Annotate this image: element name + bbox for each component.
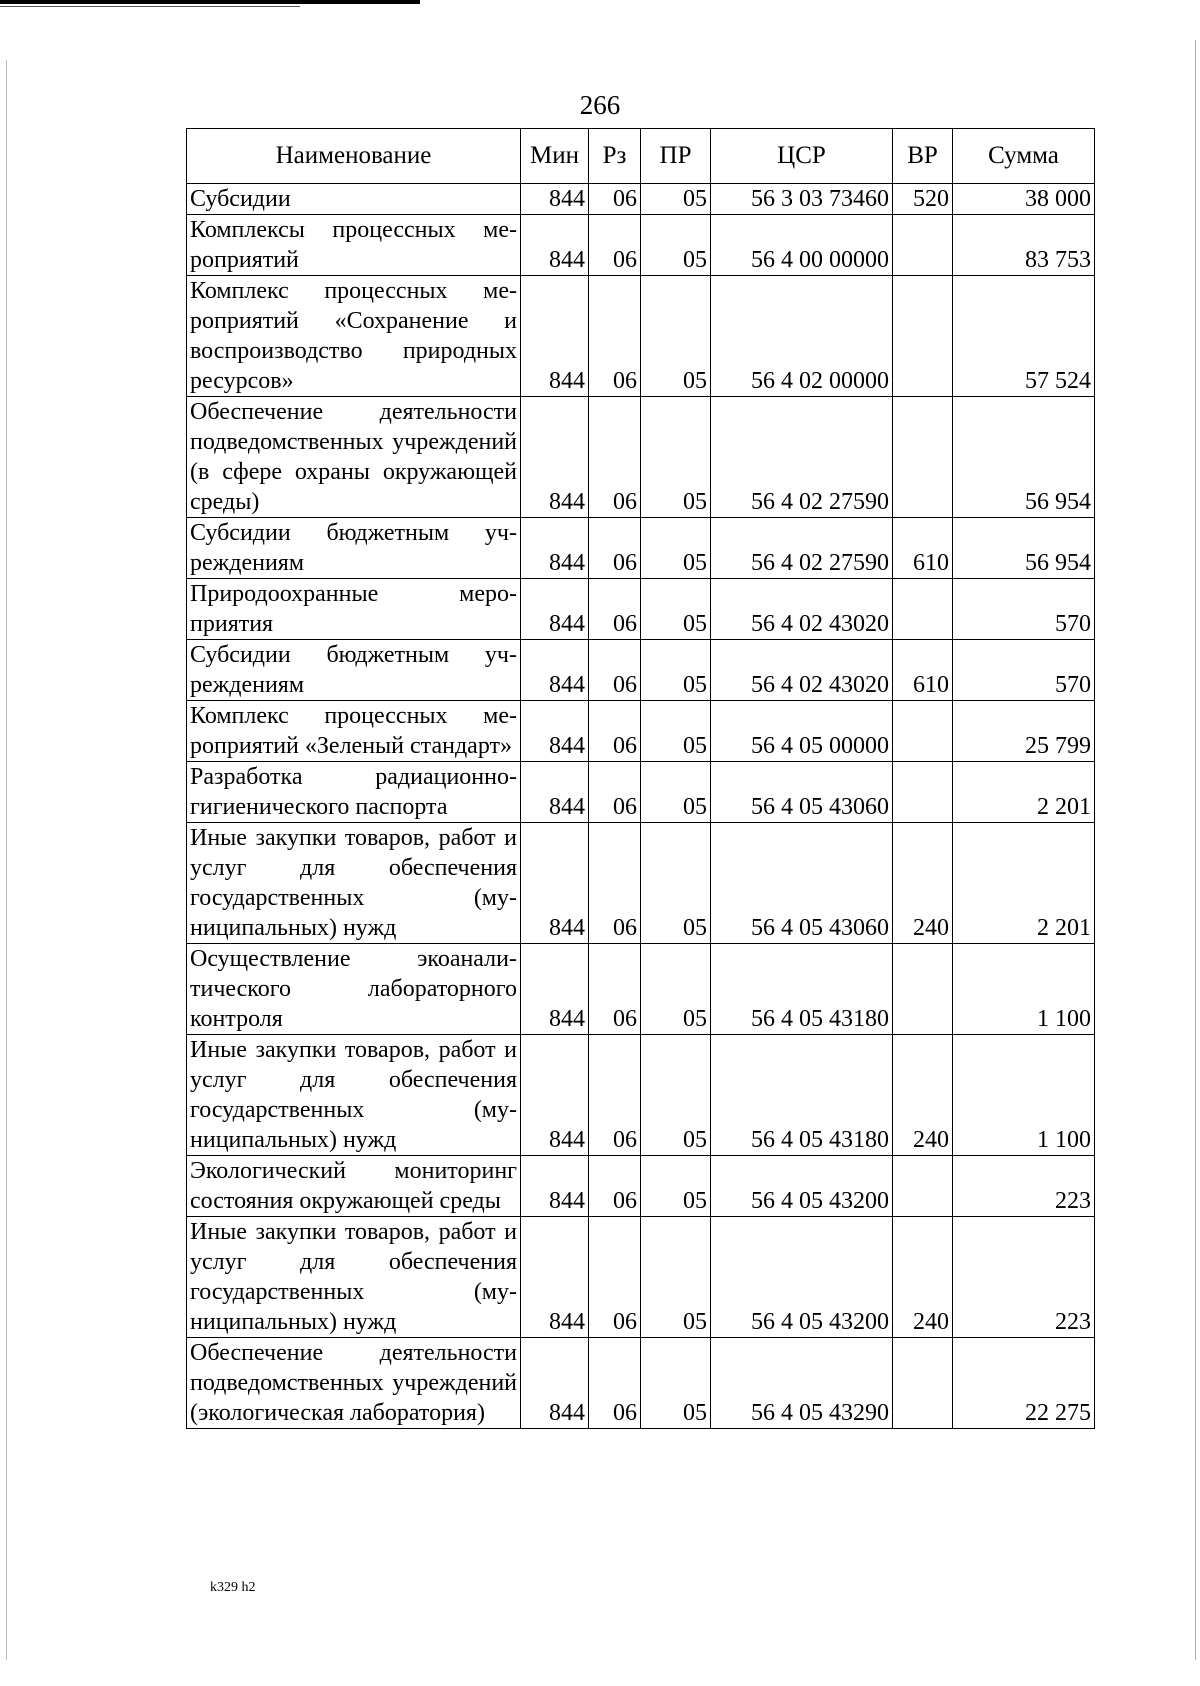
header-csr: ЦСР (711, 129, 893, 184)
cell-sum: 2 201 (953, 823, 1095, 944)
cell-vr (893, 397, 953, 518)
table-row (187, 276, 1095, 397)
header-row (187, 129, 1095, 184)
cell-vr (893, 944, 953, 1035)
cell-sum: 57 524 (953, 276, 1095, 397)
cell-name: Осуществление экоаналитического лабораторного контроля (187, 944, 521, 1035)
table-row (187, 518, 1095, 579)
cell-sum: 56 954 (953, 518, 1095, 579)
cell-vr (893, 1156, 953, 1217)
cell-rz: 06 (589, 640, 641, 701)
header-min: Мин (521, 129, 589, 184)
cell-sum: 223 (953, 1217, 1095, 1338)
cell-rz: 06 (589, 215, 641, 276)
cell-pr: 05 (641, 184, 711, 215)
cell-pr: 05 (641, 701, 711, 762)
cell-csr: 56 4 05 43200 (711, 1217, 893, 1338)
cell-csr: 56 4 02 43020 (711, 640, 893, 701)
cell-name: Комплексы процессных мероприятий (187, 215, 521, 276)
cell-name: Иные закупки товаров, работ и услуг для обеспечения государственных (муниципальных) нужд (187, 1035, 521, 1156)
table-row (187, 184, 1095, 215)
cell-rz: 06 (589, 1035, 641, 1156)
cell-name: Обеспечение деятельности подведомственных учреждений (в сфере охраны окружающей среды) (187, 397, 521, 518)
cell-csr: 56 4 05 43290 (711, 1338, 893, 1429)
cell-name: Субсидии бюджетным учреждениям (187, 518, 521, 579)
cell-vr: 240 (893, 1035, 953, 1156)
scan-edge-line (0, 0, 420, 4)
scan-edge-line-thin (0, 6, 300, 7)
cell-csr: 56 4 02 00000 (711, 276, 893, 397)
table-row (187, 579, 1095, 640)
header-name: Наименование (187, 129, 521, 184)
cell-name: Разработка радиационно-гигиенического паспорта (187, 762, 521, 823)
cell-min: 844 (521, 1035, 589, 1156)
cell-rz: 06 (589, 276, 641, 397)
table-row (187, 1035, 1095, 1156)
cell-rz: 06 (589, 823, 641, 944)
cell-min: 844 (521, 1338, 589, 1429)
cell-pr: 05 (641, 276, 711, 397)
cell-min: 844 (521, 823, 589, 944)
cell-pr: 05 (641, 579, 711, 640)
cell-rz: 06 (589, 762, 641, 823)
cell-rz: 06 (589, 579, 641, 640)
cell-min: 844 (521, 762, 589, 823)
cell-rz: 06 (589, 1156, 641, 1217)
table-body (187, 184, 1095, 1429)
cell-min: 844 (521, 184, 589, 215)
cell-name: Иные закупки товаров, работ и услуг для обеспечения государственных (муниципальных) нужд (187, 1217, 521, 1338)
cell-rz: 06 (589, 184, 641, 215)
cell-rz: 06 (589, 944, 641, 1035)
cell-vr: 520 (893, 184, 953, 215)
table-row (187, 640, 1095, 701)
cell-pr: 05 (641, 1338, 711, 1429)
table-row (187, 397, 1095, 518)
cell-vr (893, 701, 953, 762)
cell-vr: 240 (893, 823, 953, 944)
table-row (187, 1156, 1095, 1217)
cell-pr: 05 (641, 1217, 711, 1338)
cell-name: Субсидии бюджетным учреждениям (187, 640, 521, 701)
cell-csr: 56 4 02 27590 (711, 397, 893, 518)
cell-name: Природоохранные мероприятия (187, 579, 521, 640)
cell-rz: 06 (589, 397, 641, 518)
cell-pr: 05 (641, 640, 711, 701)
cell-sum: 1 100 (953, 1035, 1095, 1156)
cell-vr (893, 762, 953, 823)
cell-pr: 05 (641, 518, 711, 579)
table-row (187, 944, 1095, 1035)
cell-csr: 56 4 05 43060 (711, 823, 893, 944)
cell-sum: 570 (953, 640, 1095, 701)
cell-min: 844 (521, 1217, 589, 1338)
cell-sum: 38 000 (953, 184, 1095, 215)
cell-min: 844 (521, 640, 589, 701)
cell-vr (893, 215, 953, 276)
header-pr: ПР (641, 129, 711, 184)
cell-min: 844 (521, 579, 589, 640)
cell-vr: 240 (893, 1217, 953, 1338)
page-number: 266 (579, 90, 621, 120)
cell-csr: 56 4 05 43060 (711, 762, 893, 823)
scan-left-edge (6, 60, 7, 1660)
cell-sum: 56 954 (953, 397, 1095, 518)
cell-sum: 2 201 (953, 762, 1095, 823)
cell-rz: 06 (589, 1338, 641, 1429)
cell-sum: 22 275 (953, 1338, 1095, 1429)
cell-rz: 06 (589, 701, 641, 762)
cell-pr: 05 (641, 762, 711, 823)
cell-vr (893, 276, 953, 397)
cell-name: Иные закупки товаров, работ и услуг для обеспечения государственных (муниципальных) нужд (187, 823, 521, 944)
cell-name: Комплекс процессных мероприятий «Сохранение и воспроизводство природных ресурсов» (187, 276, 521, 397)
header-rz: Рз (589, 129, 641, 184)
cell-vr (893, 579, 953, 640)
table-row (187, 701, 1095, 762)
cell-sum: 1 100 (953, 944, 1095, 1035)
table-row (187, 1217, 1095, 1338)
cell-min: 844 (521, 701, 589, 762)
cell-name: Комплекс процессных мероприятий «Зеленый стандарт» (187, 701, 521, 762)
cell-sum: 223 (953, 1156, 1095, 1217)
scan-right-edge (1195, 40, 1196, 1660)
cell-vr (893, 1338, 953, 1429)
cell-rz: 06 (589, 518, 641, 579)
table-row (187, 1338, 1095, 1429)
cell-sum: 83 753 (953, 215, 1095, 276)
cell-pr: 05 (641, 823, 711, 944)
table-row (187, 215, 1095, 276)
cell-name: Субсидии (187, 184, 521, 215)
cell-vr: 610 (893, 518, 953, 579)
header-sum: Сумма (953, 129, 1095, 184)
table-header (187, 129, 1095, 184)
cell-vr: 610 (893, 640, 953, 701)
table-row (187, 762, 1095, 823)
cell-csr: 56 4 05 43180 (711, 1035, 893, 1156)
cell-csr: 56 4 05 43180 (711, 944, 893, 1035)
cell-csr: 56 4 05 00000 (711, 701, 893, 762)
cell-name: Экологический мониторинг состояния окружающей среды (187, 1156, 521, 1217)
cell-csr: 56 3 03 73460 (711, 184, 893, 215)
cell-rz: 06 (589, 1217, 641, 1338)
cell-csr: 56 4 05 43200 (711, 1156, 893, 1217)
cell-pr: 05 (641, 1156, 711, 1217)
cell-sum: 25 799 (953, 701, 1095, 762)
header-vr: ВР (893, 129, 953, 184)
table-row (187, 823, 1095, 944)
cell-min: 844 (521, 276, 589, 397)
cell-name: Обеспечение деятельности подведомственных учреждений (экологическая лаборатория) (187, 1338, 521, 1429)
cell-pr: 05 (641, 944, 711, 1035)
cell-min: 844 (521, 518, 589, 579)
cell-csr: 56 4 02 27590 (711, 518, 893, 579)
cell-min: 844 (521, 397, 589, 518)
cell-pr: 05 (641, 397, 711, 518)
cell-sum: 570 (953, 579, 1095, 640)
footer-code: k329 h2 (210, 1580, 256, 1595)
cell-min: 844 (521, 215, 589, 276)
cell-min: 844 (521, 944, 589, 1035)
cell-pr: 05 (641, 215, 711, 276)
budget-table (186, 128, 1095, 1429)
cell-csr: 56 4 00 00000 (711, 215, 893, 276)
cell-pr: 05 (641, 1035, 711, 1156)
cell-min: 844 (521, 1156, 589, 1217)
cell-csr: 56 4 02 43020 (711, 579, 893, 640)
